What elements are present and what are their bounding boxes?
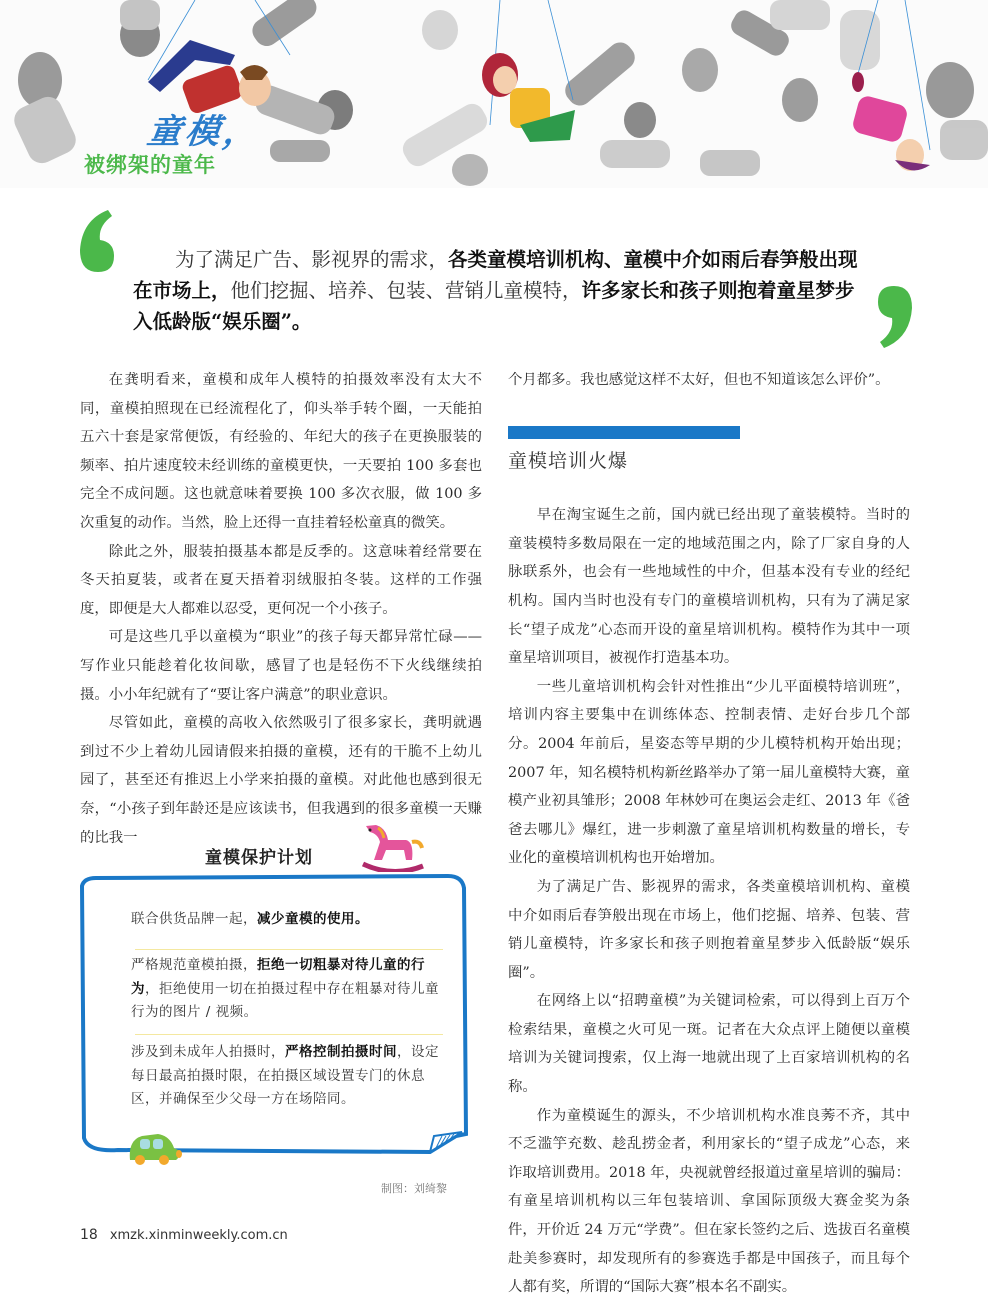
girl-figure-pink (851, 72, 930, 171)
sidebar-box-title: 童模保护计划 (205, 848, 313, 868)
page-number: 18 (80, 1227, 98, 1243)
girl-figure-yellow (482, 53, 575, 142)
pull-quote (133, 244, 863, 337)
sidebar-item-text: 联合供货品牌一起， (131, 911, 257, 927)
car-icon (126, 1130, 182, 1166)
right-quote-icon (870, 282, 920, 352)
sidebar-item-text: 严格规范童模拍摄， (131, 957, 257, 973)
left-column (80, 366, 482, 852)
left-quote-icon (72, 206, 122, 276)
sidebar-item-text-bold: 严格控制拍摄时间 (285, 1044, 397, 1060)
article-subtitle: 被绑架的童年 (84, 153, 216, 177)
section-bar (508, 426, 740, 439)
sidebar-item-text: ，拒绝使用一切在拍摄过程中存在粗暴对待儿童行为的图片 / 视频。 (131, 980, 439, 1020)
article-title: 童模， (144, 112, 265, 152)
paragraph: 除此之外，服装拍摄基本都是反季的。这意味着经常要在冬天拍夏装，或者在夏天捂着羽绒服拍冬装。这样的工作强度，即便是大人都难以忍受，更何况一个小孩子。 (80, 543, 482, 617)
sidebar-item-text-bold: 减少童模的使用。 (257, 911, 369, 927)
sidebar-item (131, 1041, 451, 1112)
sidebar-item (131, 954, 451, 1025)
paragraph: 尽管如此，童模的高收入依然吸引了很多家长，龚明就遇到过不少上着幼儿园请假来拍摄的童模，还有的干脆不上幼儿园了，甚至还有推迟上小学来拍摄的童模。对此他也感到很无奈，“小孩子到年龄还是应该读书，但我遇到的很多童模一天赚的比我一 (80, 715, 482, 846)
graphic-credit: 制图：刘绮黎 (381, 1182, 447, 1195)
paragraph: 可是这些几乎以童模为“职业”的孩子每天都异常忙碌——写作业只能趁着化妆间歇，感冒了也是轻伤不下火线继续拍摄。小小年纪就有了“要让客户满意”的职业意识。 (80, 629, 482, 703)
header-banner (0, 0, 988, 188)
sidebar-box (78, 874, 470, 1170)
section-heading: 童模培训火爆 (508, 449, 629, 472)
sidebar-item-text-bold: 拒绝一切粗暴对待儿童的行为 (131, 957, 425, 997)
pull-quote-part: 为了满足广告、影视界的需求， (175, 248, 449, 271)
pull-quote-part: 他们挖掘、培养、包装、营销儿童模特， (230, 279, 582, 302)
rocking-horse-icon (358, 822, 428, 872)
paragraph: 在网络上以“招聘童模”为关键词检索，可以得到上百万个检索结果，童模之火可见一斑。记者在大众点评上随便以童模培训为关键词搜索，仅上海一地就出现了上百家培训机构的名称。 (508, 993, 910, 1096)
page-footer (80, 1227, 288, 1243)
sidebar-item (131, 908, 451, 932)
paragraph: 在龚明看来，童模和成年人模特的拍摄效率没有太大不同，童模拍照现在已经流程化了，仰头举手转个圈，一天能拍五六十套是家常便饭，有经验的、年纪大的孩子在更换服装的频率、拍片速度较未经训练的童模更快，一天要拍 100 多套也完全不成问题。这也就意味着要换 100 多次衣服，做 100 多次重复的动作。当然，脸上还得一直挂着轻松童真的微笑。 (80, 372, 482, 531)
divider (135, 949, 443, 950)
website-link[interactable]: xmzk.xinminweekly.com.cn (109, 1228, 288, 1243)
paragraph: 一些儿童培训机构会针对性推出“少儿平面模特培训班”，培训内容主要集中在训练体态、控制表情、走好台步几个部分。2004 年前后，星姿态等早期的少儿模特机构开始出现；2007 年，知名模特机构新丝路举办了第一届儿童模特大赛，童模产业初具雏形；2008 年林妙可在奥运会走红、2013 年《爸爸去哪儿》爆红，进一步刺激了童星培训机构数量的增长，专业化的童模培训机构也开始增加。 (508, 678, 910, 867)
sidebar-item-text: ，设定每日最高拍摄时限，在拍摄区域设置专门的休息区，并确保至少父母一方在场陪同。 (131, 1044, 439, 1107)
paragraph: 为了满足广告、影视界的需求，各类童模培训机构、童模中介如雨后春笋般出现在市场上，他们挖掘、培养、包装、营销儿童模特，许多家长和孩子则抱着童星梦步入低龄版“娱乐圈”。 (508, 878, 910, 981)
paragraph: 早在淘宝诞生之前，国内就已经出现了童装模特。当时的童装模特多数局限在一定的地域范围之内，除了厂家自身的人脉联系外，也会有一些地域性的中介，但基本没有专业的经纪机构。国内当时也没有专门的童模培训机构，只有为了满足家长“望子成龙”心态而开设的童星培训机构。模特作为其中一项童星培训项目，被视作打造基本功。 (508, 507, 910, 667)
paragraph-continuation: 个月都多。我也感觉这样不太好，但也不知道该怎么评价”。 (508, 372, 890, 388)
right-column (508, 366, 910, 1302)
paragraph: 作为童模诞生的源头，不少培训机构水准良莠不齐，其中不乏滥竽充数、趁乱捞金者，利用家长的“望子成龙”心态，来诈取培训费用。2018 年，央视就曾经报道过童星培训的骗局：有童星培训机构以三年包装培训、拿国际顶级大赛金奖为条件，开价近 24 万元“学费”。但在家长签约之后、选拔百名童模赴美参赛时，却发现所有的参赛选手都是中国孩子，而且每个人都有奖，所谓的“国际大赛”根本名不副实。 (508, 1107, 910, 1296)
pull-quote-part-bold: 各类童模培训机构、童模中介如雨后春笋般出现在市场上， (133, 248, 858, 302)
pull-quote-part-bold: 许多家长和孩子则抱着童星梦步入低龄版“娱乐圈”。 (133, 279, 855, 333)
sidebar-item-text: 涉及到未成年人拍摄时， (131, 1044, 285, 1060)
divider (135, 1034, 443, 1035)
